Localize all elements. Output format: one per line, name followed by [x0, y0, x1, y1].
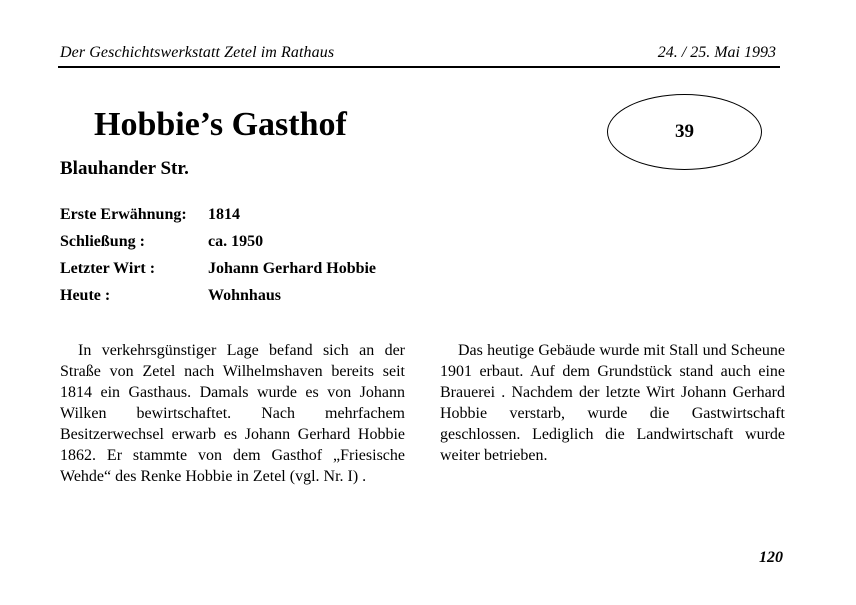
body-column-right [440, 340, 785, 466]
header-date: 24. / 25. Mai 1993 [657, 44, 776, 61]
header-divider [58, 66, 780, 68]
street-name: Blauhander Str. [60, 158, 189, 179]
fact-value: Johann Gerhard Hobbie [208, 260, 377, 277]
header-title: Der Geschichtswerkstatt Zetel im Rathaus [60, 44, 335, 61]
entry-number: 39 [675, 121, 694, 142]
body-paragraph-left: In verkehrsgünstiger Lage befand sich an der Straße von Zetel nach Wilhelmshaven bereits seit 1814 ein Gasthaus. Damals wurde es von Johann Wilken bewirtschaftet. Nach mehrfachem Besitzerwechsel erwarb es Johann Gerhard Hobbie 1862. Er stammte von dem Gasthof „Friesische Wehde“ des Renke Hobbie in Zetel (vgl. Nr. I) . [60, 342, 405, 485]
body-column-left [60, 340, 405, 487]
fact-label: Erste Erwähnung: [60, 206, 187, 223]
fact-row [60, 260, 376, 287]
facts-list [60, 206, 376, 314]
entry-number-badge [607, 94, 762, 170]
fact-row [60, 206, 376, 233]
page-title: Hobbie’s Gasthof [94, 106, 347, 143]
fact-label: Heute : [60, 287, 111, 304]
fact-value: ca. 1950 [208, 233, 264, 250]
fact-label: Schließung : [60, 233, 145, 250]
fact-value: Wohnhaus [208, 287, 281, 304]
body-paragraph-right: Das heutige Gebäude wurde mit Stall und Scheune 1901 erbaut. Auf dem Grundstück stand auch eine Brauerei . Nachdem der letzte Wirt Johann Gerhard Hobbie verstarb, wurde die Gastwirtschaft geschlossen. Lediglich die Landwirtschaft wurde weiter betrieben. [440, 342, 785, 464]
page-number: 120 [759, 549, 783, 566]
fact-label: Letzter Wirt : [60, 260, 156, 277]
fact-row [60, 233, 376, 260]
fact-value: 1814 [208, 206, 240, 223]
fact-row [60, 287, 376, 314]
